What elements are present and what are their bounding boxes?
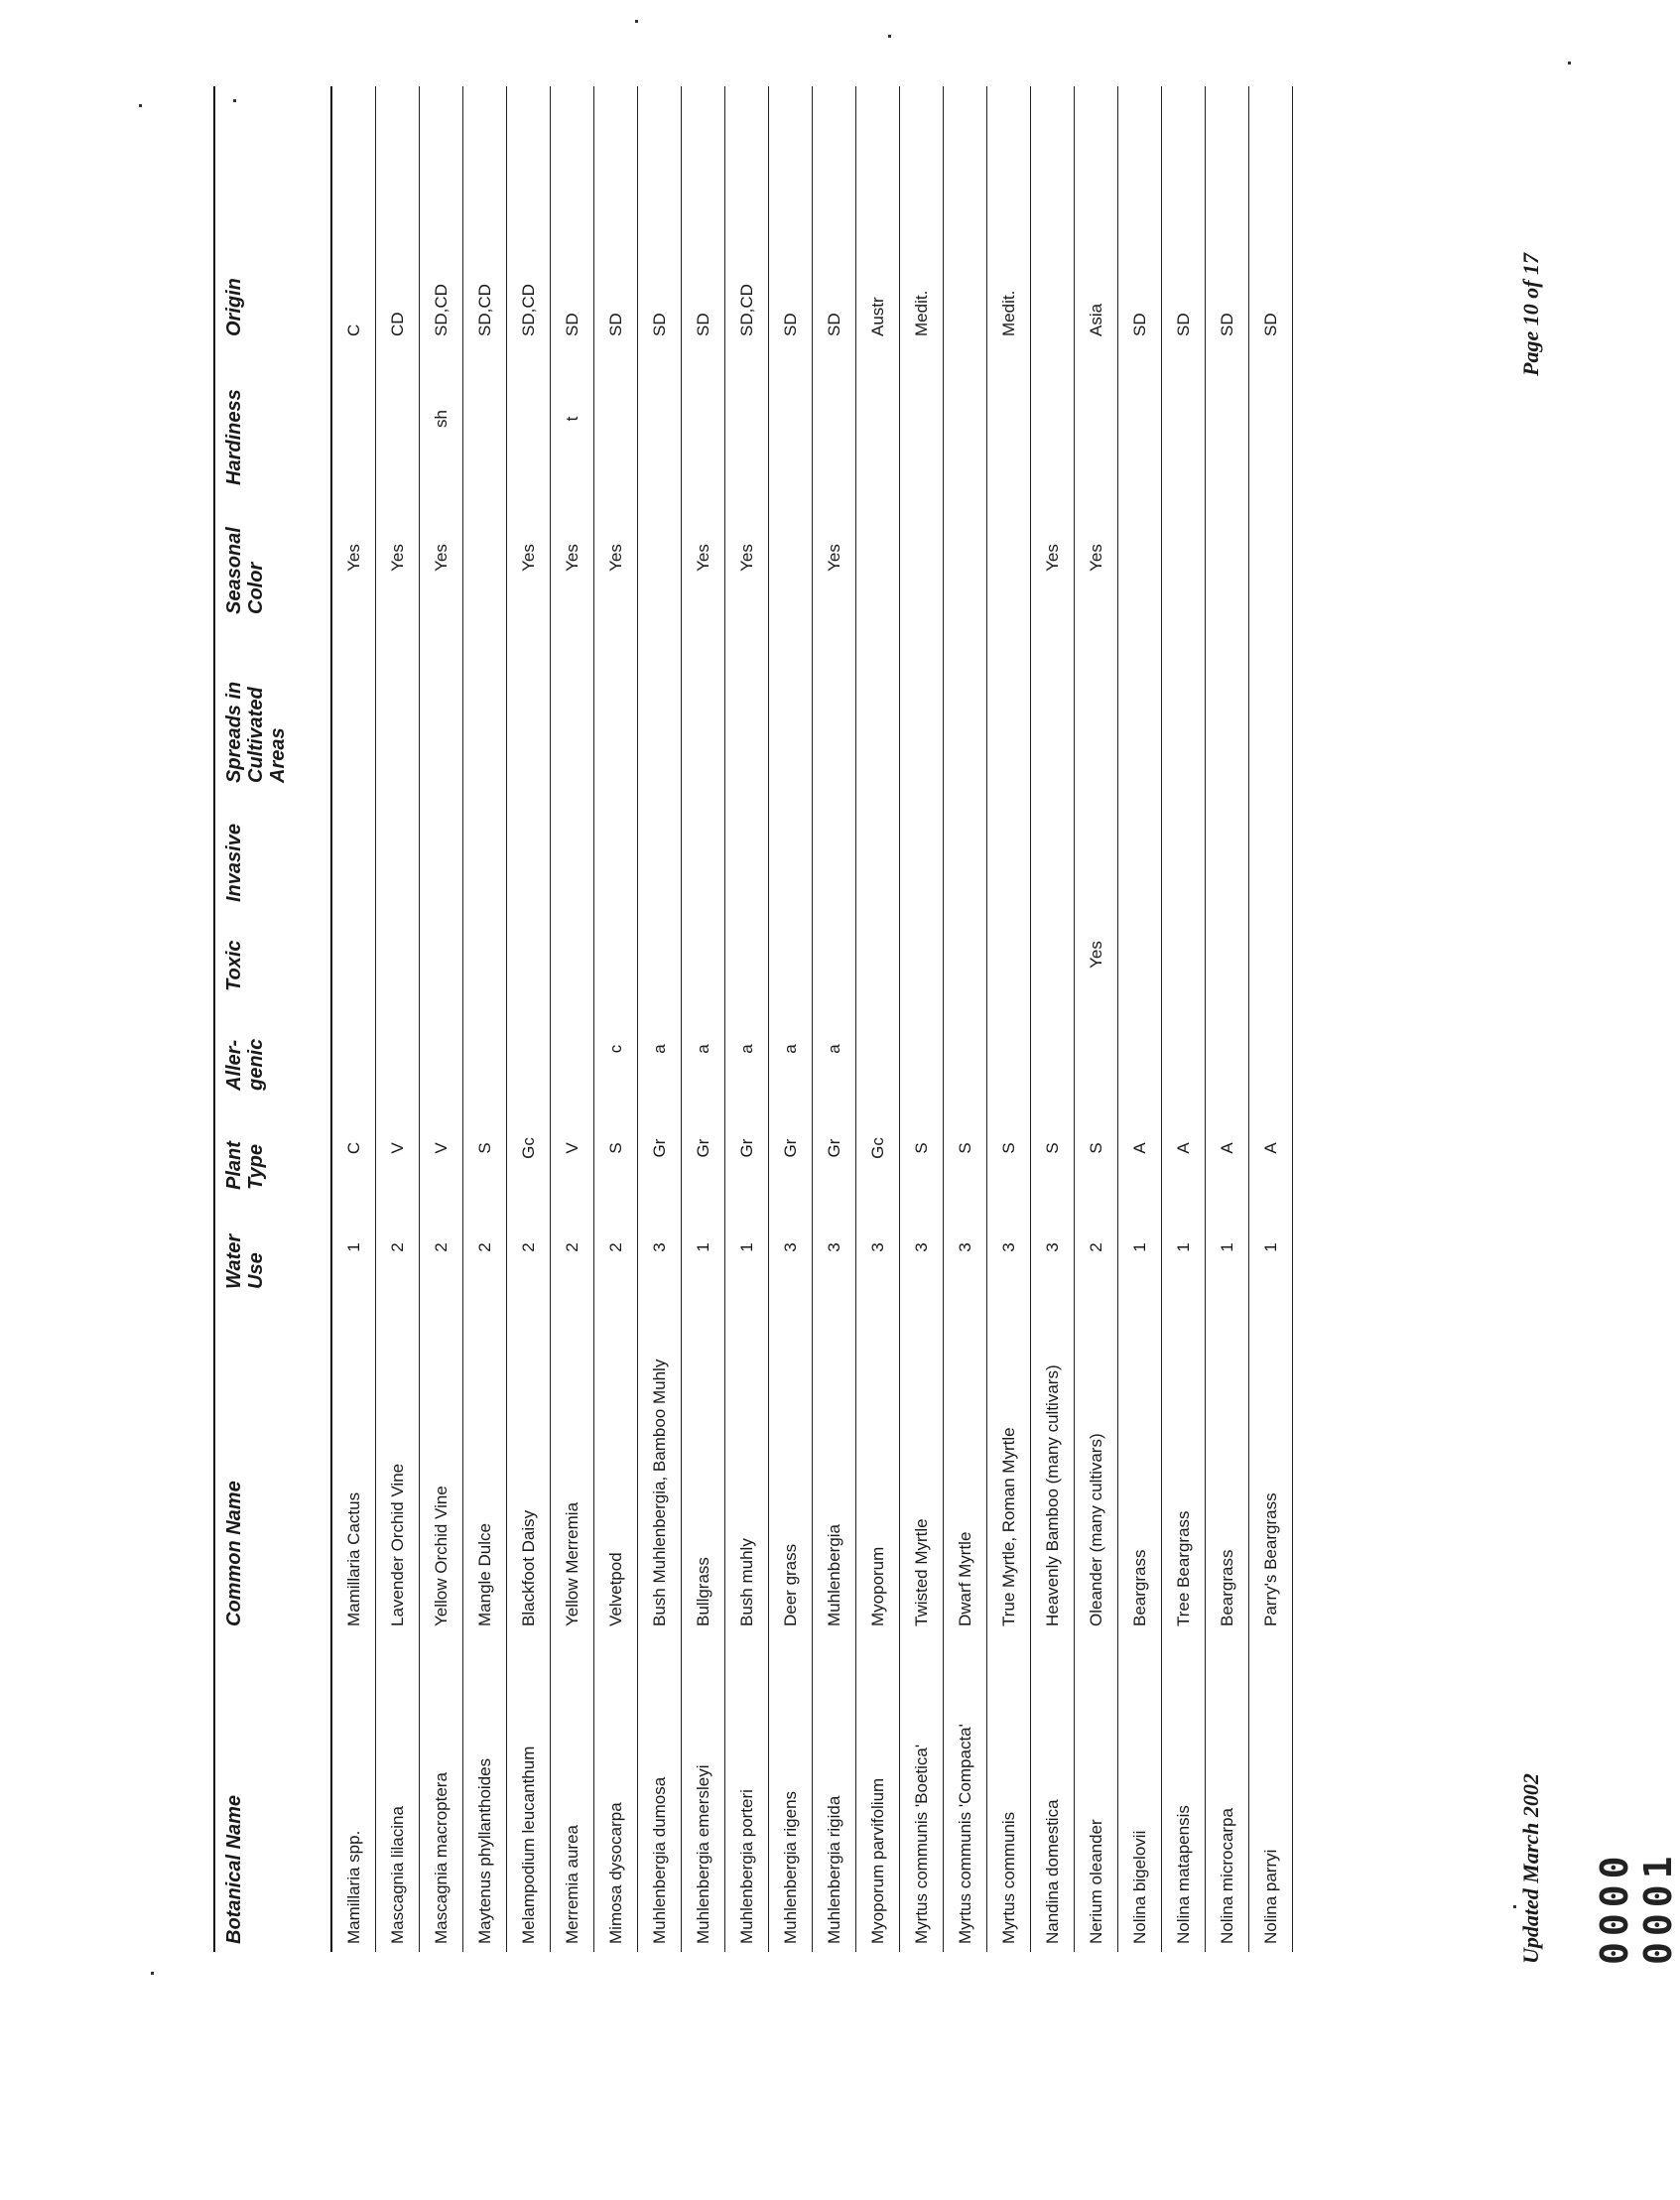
cell-seasonal-color bbox=[1206, 493, 1249, 622]
cell-spreads bbox=[856, 622, 900, 791]
cell-toxic bbox=[987, 910, 1031, 999]
cell-seasonal-color bbox=[1118, 493, 1162, 622]
cell-water-use: 3 bbox=[638, 1198, 682, 1297]
header-plant-type: Plant Type bbox=[214, 1099, 331, 1198]
cell-botanical-name: Myrtus communis bbox=[987, 1634, 1031, 1952]
cell-invasive bbox=[769, 791, 813, 910]
cell-water-use: 2 bbox=[420, 1198, 463, 1297]
cell-plant-type: S bbox=[944, 1099, 987, 1198]
cell-allergenic bbox=[944, 999, 987, 1099]
cell-spreads bbox=[725, 622, 769, 791]
cell-allergenic bbox=[856, 999, 900, 1099]
cell-water-use: 1 bbox=[682, 1198, 725, 1297]
cell-spreads bbox=[1075, 622, 1118, 791]
cell-plant-type: Gr bbox=[813, 1099, 856, 1198]
cell-hardiness bbox=[1162, 344, 1206, 493]
cell-allergenic bbox=[551, 999, 594, 1099]
table-row bbox=[376, 86, 420, 1952]
cell-invasive bbox=[856, 791, 900, 910]
table-row bbox=[551, 86, 594, 1952]
cell-water-use: 1 bbox=[725, 1198, 769, 1297]
scan-speck bbox=[1513, 1905, 1516, 1908]
table-row bbox=[1031, 86, 1075, 1952]
cell-toxic bbox=[944, 910, 987, 999]
cell-hardiness bbox=[1075, 344, 1118, 493]
cell-toxic bbox=[463, 910, 507, 999]
cell-seasonal-color: Yes bbox=[331, 493, 376, 622]
header-botanical-name: Botanical Name bbox=[214, 1634, 331, 1952]
cell-invasive bbox=[507, 791, 551, 910]
cell-spreads bbox=[1118, 622, 1162, 791]
cell-invasive bbox=[551, 791, 594, 910]
cell-common-name: Twisted Myrtle bbox=[900, 1297, 944, 1634]
cell-seasonal-color bbox=[769, 493, 813, 622]
cell-plant-type: Gr bbox=[725, 1099, 769, 1198]
cell-hardiness bbox=[463, 344, 507, 493]
cell-spreads bbox=[331, 622, 376, 791]
header-spreads: Spreads in Cultivated Areas bbox=[214, 622, 331, 791]
cell-allergenic bbox=[987, 999, 1031, 1099]
cell-origin: SD bbox=[638, 86, 682, 344]
cell-water-use: 3 bbox=[900, 1198, 944, 1297]
header-toxic: Toxic bbox=[214, 910, 331, 999]
cell-common-name: Yellow Merremia bbox=[551, 1297, 594, 1634]
cell-spreads bbox=[769, 622, 813, 791]
cell-seasonal-color: Yes bbox=[594, 493, 638, 622]
cell-origin: CD bbox=[376, 86, 420, 344]
cell-water-use: 2 bbox=[376, 1198, 420, 1297]
cell-hardiness bbox=[638, 344, 682, 493]
table-row bbox=[1075, 86, 1118, 1952]
cell-invasive bbox=[1031, 791, 1075, 910]
cell-invasive bbox=[376, 791, 420, 910]
cell-spreads bbox=[813, 622, 856, 791]
cell-spreads bbox=[420, 622, 463, 791]
cell-spreads bbox=[1031, 622, 1075, 791]
cell-seasonal-color bbox=[1249, 493, 1293, 622]
cell-water-use: 3 bbox=[1031, 1198, 1075, 1297]
header-seasonal-color: Seasonal Color bbox=[214, 493, 331, 622]
cell-seasonal-color bbox=[463, 493, 507, 622]
cell-spreads bbox=[1162, 622, 1206, 791]
cell-origin: SD bbox=[1206, 86, 1249, 344]
cell-common-name: Mangle Dulce bbox=[463, 1297, 507, 1634]
cell-hardiness bbox=[1031, 344, 1075, 493]
table-row bbox=[594, 86, 638, 1952]
cell-botanical-name: Nolina microcarpa bbox=[1206, 1634, 1249, 1952]
cell-seasonal-color: Yes bbox=[1031, 493, 1075, 622]
scan-speck bbox=[1568, 62, 1571, 65]
cell-botanical-name: Nerium oleander bbox=[1075, 1634, 1118, 1952]
cell-water-use: 2 bbox=[463, 1198, 507, 1297]
cell-toxic bbox=[725, 910, 769, 999]
cell-seasonal-color: Yes bbox=[1075, 493, 1118, 622]
cell-common-name: Beargrass bbox=[1118, 1297, 1162, 1634]
cell-common-name: Blackfoot Daisy bbox=[507, 1297, 551, 1634]
cell-botanical-name: Mascagnia macroptera bbox=[420, 1634, 463, 1952]
cell-plant-type: C bbox=[331, 1099, 376, 1198]
cell-origin: SD bbox=[551, 86, 594, 344]
cell-origin: Asia bbox=[1075, 86, 1118, 344]
cell-common-name: Bush Muhlenbergia, Bamboo Muhly bbox=[638, 1297, 682, 1634]
scan-speck bbox=[139, 104, 142, 107]
cell-toxic bbox=[551, 910, 594, 999]
cell-hardiness bbox=[1206, 344, 1249, 493]
header-water-use: Water Use bbox=[214, 1198, 331, 1297]
cell-botanical-name: Nolina matapensis bbox=[1162, 1634, 1206, 1952]
cell-invasive bbox=[331, 791, 376, 910]
cell-common-name: Beargrass bbox=[1206, 1297, 1249, 1634]
cell-hardiness bbox=[769, 344, 813, 493]
cell-common-name: Deer grass bbox=[769, 1297, 813, 1634]
cell-invasive bbox=[1162, 791, 1206, 910]
table-row bbox=[725, 86, 769, 1952]
table-row bbox=[987, 86, 1031, 1952]
table-row bbox=[813, 86, 856, 1952]
cell-water-use: 3 bbox=[856, 1198, 900, 1297]
cell-toxic bbox=[1031, 910, 1075, 999]
page-number: Page 10 of 17 bbox=[1518, 252, 1543, 376]
cell-allergenic: a bbox=[769, 999, 813, 1099]
table-row bbox=[420, 86, 463, 1952]
cell-seasonal-color bbox=[944, 493, 987, 622]
cell-allergenic bbox=[331, 999, 376, 1099]
cell-common-name: Tree Beargrass bbox=[1162, 1297, 1206, 1634]
table-row bbox=[1162, 86, 1206, 1952]
cell-origin: SD bbox=[1249, 86, 1293, 344]
cell-allergenic: c bbox=[594, 999, 638, 1099]
plant-table bbox=[213, 86, 1293, 1952]
cell-allergenic bbox=[507, 999, 551, 1099]
cell-common-name: Muhlenbergia bbox=[813, 1297, 856, 1634]
cell-botanical-name: Muhlenbergia porteri bbox=[725, 1634, 769, 1952]
cell-hardiness bbox=[900, 344, 944, 493]
cell-plant-type: V bbox=[551, 1099, 594, 1198]
cell-invasive bbox=[944, 791, 987, 910]
cell-spreads bbox=[900, 622, 944, 791]
table-row bbox=[1118, 86, 1162, 1952]
cell-origin: SD bbox=[813, 86, 856, 344]
scan-speck bbox=[888, 35, 891, 38]
header-invasive: Invasive bbox=[214, 791, 331, 910]
cell-toxic bbox=[1118, 910, 1162, 999]
cell-invasive bbox=[682, 791, 725, 910]
cell-origin: Medit. bbox=[900, 86, 944, 344]
cell-seasonal-color bbox=[1162, 493, 1206, 622]
cell-invasive bbox=[1206, 791, 1249, 910]
cell-spreads bbox=[463, 622, 507, 791]
cell-origin: SD bbox=[1118, 86, 1162, 344]
cell-botanical-name: Muhlenbergia rigens bbox=[769, 1634, 813, 1952]
cell-water-use: 1 bbox=[1206, 1198, 1249, 1297]
cell-allergenic: a bbox=[813, 999, 856, 1099]
cell-allergenic bbox=[1118, 999, 1162, 1099]
cell-botanical-name: Myrtus communis 'Boetica' bbox=[900, 1634, 944, 1952]
table-row bbox=[682, 86, 725, 1952]
cell-botanical-name: Muhlenbergia dumosa bbox=[638, 1634, 682, 1952]
cell-invasive bbox=[813, 791, 856, 910]
cell-spreads bbox=[376, 622, 420, 791]
cell-botanical-name: Maytenus phyllanthoides bbox=[463, 1634, 507, 1952]
cell-botanical-name: Nolina parryi bbox=[1249, 1634, 1293, 1952]
cell-toxic: Yes bbox=[1075, 910, 1118, 999]
cell-plant-type: S bbox=[1075, 1099, 1118, 1198]
bates-stamp: 0000 0001 bbox=[1593, 1850, 1680, 1965]
cell-common-name: Yellow Orchid Vine bbox=[420, 1297, 463, 1634]
cell-toxic bbox=[1162, 910, 1206, 999]
cell-toxic bbox=[1206, 910, 1249, 999]
cell-botanical-name: Mascagnia lilacina bbox=[376, 1634, 420, 1952]
cell-spreads bbox=[638, 622, 682, 791]
cell-spreads bbox=[682, 622, 725, 791]
cell-water-use: 3 bbox=[944, 1198, 987, 1297]
cell-seasonal-color bbox=[987, 493, 1031, 622]
table-row bbox=[1206, 86, 1249, 1952]
cell-allergenic bbox=[1249, 999, 1293, 1099]
table-row bbox=[331, 86, 376, 1952]
scan-speck bbox=[151, 1972, 154, 1975]
cell-invasive bbox=[1118, 791, 1162, 910]
table-row bbox=[1249, 86, 1293, 1952]
cell-hardiness bbox=[594, 344, 638, 493]
cell-common-name: True Myrtle, Roman Myrtle bbox=[987, 1297, 1031, 1634]
cell-allergenic bbox=[1162, 999, 1206, 1099]
cell-botanical-name: Myrtus communis 'Compacta' bbox=[944, 1634, 987, 1952]
cell-common-name: Parry's Beargrass bbox=[1249, 1297, 1293, 1634]
cell-seasonal-color: Yes bbox=[420, 493, 463, 622]
cell-plant-type: Gr bbox=[769, 1099, 813, 1198]
header-origin: Origin bbox=[214, 86, 331, 344]
header-hardiness: Hardiness bbox=[214, 344, 331, 493]
cell-seasonal-color: Yes bbox=[725, 493, 769, 622]
cell-hardiness bbox=[507, 344, 551, 493]
cell-seasonal-color: Yes bbox=[813, 493, 856, 622]
cell-botanical-name: Merremia aurea bbox=[551, 1634, 594, 1952]
cell-spreads bbox=[987, 622, 1031, 791]
cell-toxic bbox=[813, 910, 856, 999]
cell-water-use: 2 bbox=[551, 1198, 594, 1297]
cell-origin: C bbox=[331, 86, 376, 344]
cell-hardiness bbox=[1249, 344, 1293, 493]
cell-toxic bbox=[1249, 910, 1293, 999]
cell-invasive bbox=[594, 791, 638, 910]
cell-common-name: Velvetpod bbox=[594, 1297, 638, 1634]
cell-hardiness bbox=[1118, 344, 1162, 493]
cell-origin: SD,CD bbox=[420, 86, 463, 344]
cell-botanical-name: Muhlenbergia emersleyi bbox=[682, 1634, 725, 1952]
cell-allergenic bbox=[463, 999, 507, 1099]
cell-origin: SD bbox=[769, 86, 813, 344]
cell-origin: SD bbox=[1162, 86, 1206, 344]
cell-water-use: 2 bbox=[594, 1198, 638, 1297]
cell-origin bbox=[1031, 86, 1075, 344]
cell-plant-type: V bbox=[420, 1099, 463, 1198]
cell-seasonal-color bbox=[900, 493, 944, 622]
cell-common-name: Dwarf Myrtle bbox=[944, 1297, 987, 1634]
cell-hardiness bbox=[682, 344, 725, 493]
cell-origin bbox=[944, 86, 987, 344]
cell-invasive bbox=[463, 791, 507, 910]
cell-hardiness: t bbox=[551, 344, 594, 493]
cell-spreads bbox=[551, 622, 594, 791]
cell-origin: SD bbox=[682, 86, 725, 344]
cell-seasonal-color: Yes bbox=[507, 493, 551, 622]
cell-plant-type: Gc bbox=[507, 1099, 551, 1198]
cell-origin: Austr bbox=[856, 86, 900, 344]
cell-allergenic: a bbox=[725, 999, 769, 1099]
cell-hardiness bbox=[813, 344, 856, 493]
cell-allergenic bbox=[1031, 999, 1075, 1099]
cell-spreads bbox=[1206, 622, 1249, 791]
cell-toxic bbox=[376, 910, 420, 999]
updated-date: Updated March 2002 bbox=[1518, 1773, 1543, 1964]
cell-toxic bbox=[856, 910, 900, 999]
cell-hardiness: sh bbox=[420, 344, 463, 493]
scan-speck bbox=[635, 20, 638, 23]
table-row bbox=[944, 86, 987, 1952]
cell-plant-type: A bbox=[1162, 1099, 1206, 1198]
cell-water-use: 3 bbox=[769, 1198, 813, 1297]
cell-toxic bbox=[682, 910, 725, 999]
cell-botanical-name: Mamillaria spp. bbox=[331, 1634, 376, 1952]
cell-plant-type: S bbox=[900, 1099, 944, 1198]
cell-plant-type: Gr bbox=[682, 1099, 725, 1198]
cell-toxic bbox=[769, 910, 813, 999]
cell-seasonal-color: Yes bbox=[682, 493, 725, 622]
cell-origin: SD bbox=[594, 86, 638, 344]
cell-botanical-name: Myoporum parvifolium bbox=[856, 1634, 900, 1952]
cell-toxic bbox=[900, 910, 944, 999]
cell-plant-type: S bbox=[987, 1099, 1031, 1198]
cell-allergenic bbox=[1075, 999, 1118, 1099]
cell-hardiness bbox=[376, 344, 420, 493]
cell-plant-type: S bbox=[1031, 1099, 1075, 1198]
cell-allergenic bbox=[376, 999, 420, 1099]
cell-botanical-name: Mimosa dysocarpa bbox=[594, 1634, 638, 1952]
cell-hardiness bbox=[987, 344, 1031, 493]
cell-invasive bbox=[900, 791, 944, 910]
cell-common-name: Bush muhly bbox=[725, 1297, 769, 1634]
cell-water-use: 1 bbox=[1249, 1198, 1293, 1297]
cell-water-use: 1 bbox=[331, 1198, 376, 1297]
cell-water-use: 3 bbox=[813, 1198, 856, 1297]
cell-water-use: 3 bbox=[987, 1198, 1031, 1297]
cell-botanical-name: Nolina bigelovii bbox=[1118, 1634, 1162, 1952]
cell-plant-type: V bbox=[376, 1099, 420, 1198]
cell-allergenic bbox=[1206, 999, 1249, 1099]
cell-origin: SD,CD bbox=[463, 86, 507, 344]
table-row bbox=[769, 86, 813, 1952]
cell-seasonal-color: Yes bbox=[376, 493, 420, 622]
cell-spreads bbox=[1249, 622, 1293, 791]
cell-invasive bbox=[725, 791, 769, 910]
cell-origin: SD,CD bbox=[725, 86, 769, 344]
cell-common-name: Oleander (many cultivars) bbox=[1075, 1297, 1118, 1634]
cell-hardiness bbox=[856, 344, 900, 493]
cell-origin: SD,CD bbox=[507, 86, 551, 344]
cell-hardiness bbox=[725, 344, 769, 493]
header-common-name: Common Name bbox=[214, 1297, 331, 1634]
cell-invasive bbox=[1249, 791, 1293, 910]
table-header-row bbox=[214, 86, 331, 1952]
cell-water-use: 1 bbox=[1162, 1198, 1206, 1297]
cell-hardiness bbox=[331, 344, 376, 493]
cell-plant-type: A bbox=[1249, 1099, 1293, 1198]
cell-allergenic bbox=[420, 999, 463, 1099]
table-row bbox=[856, 86, 900, 1952]
cell-common-name: Lavender Orchid Vine bbox=[376, 1297, 420, 1634]
cell-allergenic bbox=[900, 999, 944, 1099]
cell-plant-type: A bbox=[1118, 1099, 1162, 1198]
cell-common-name: Bullgrass bbox=[682, 1297, 725, 1634]
cell-botanical-name: Muhlenbergia rigida bbox=[813, 1634, 856, 1952]
cell-spreads bbox=[944, 622, 987, 791]
table-row bbox=[507, 86, 551, 1952]
cell-origin: Medit. bbox=[987, 86, 1031, 344]
cell-water-use: 2 bbox=[507, 1198, 551, 1297]
cell-invasive bbox=[638, 791, 682, 910]
cell-allergenic: a bbox=[682, 999, 725, 1099]
table-body bbox=[331, 86, 1293, 1952]
cell-plant-type: S bbox=[463, 1099, 507, 1198]
cell-allergenic: a bbox=[638, 999, 682, 1099]
cell-invasive bbox=[420, 791, 463, 910]
cell-spreads bbox=[507, 622, 551, 791]
cell-seasonal-color: Yes bbox=[551, 493, 594, 622]
cell-invasive bbox=[987, 791, 1031, 910]
cell-seasonal-color bbox=[856, 493, 900, 622]
cell-plant-type: S bbox=[594, 1099, 638, 1198]
header-allergenic: Aller-genic bbox=[214, 999, 331, 1099]
scan-speck bbox=[233, 99, 236, 102]
cell-plant-type: Gc bbox=[856, 1099, 900, 1198]
cell-water-use: 1 bbox=[1118, 1198, 1162, 1297]
cell-invasive bbox=[1075, 791, 1118, 910]
cell-common-name: Heavenly Bamboo (many cultivars) bbox=[1031, 1297, 1075, 1634]
cell-botanical-name: Melampodium leucanthum bbox=[507, 1634, 551, 1952]
cell-plant-type: Gr bbox=[638, 1099, 682, 1198]
table-row bbox=[463, 86, 507, 1952]
cell-toxic bbox=[331, 910, 376, 999]
cell-toxic bbox=[420, 910, 463, 999]
cell-common-name: Mamillaria Cactus bbox=[331, 1297, 376, 1634]
cell-toxic bbox=[507, 910, 551, 999]
cell-spreads bbox=[594, 622, 638, 791]
cell-common-name: Myoporum bbox=[856, 1297, 900, 1634]
table-row bbox=[900, 86, 944, 1952]
cell-botanical-name: Nandina domestica bbox=[1031, 1634, 1075, 1952]
cell-toxic bbox=[638, 910, 682, 999]
cell-hardiness bbox=[944, 344, 987, 493]
cell-seasonal-color bbox=[638, 493, 682, 622]
cell-toxic bbox=[594, 910, 638, 999]
cell-plant-type: A bbox=[1206, 1099, 1249, 1198]
cell-water-use: 2 bbox=[1075, 1198, 1118, 1297]
table-row bbox=[638, 86, 682, 1952]
